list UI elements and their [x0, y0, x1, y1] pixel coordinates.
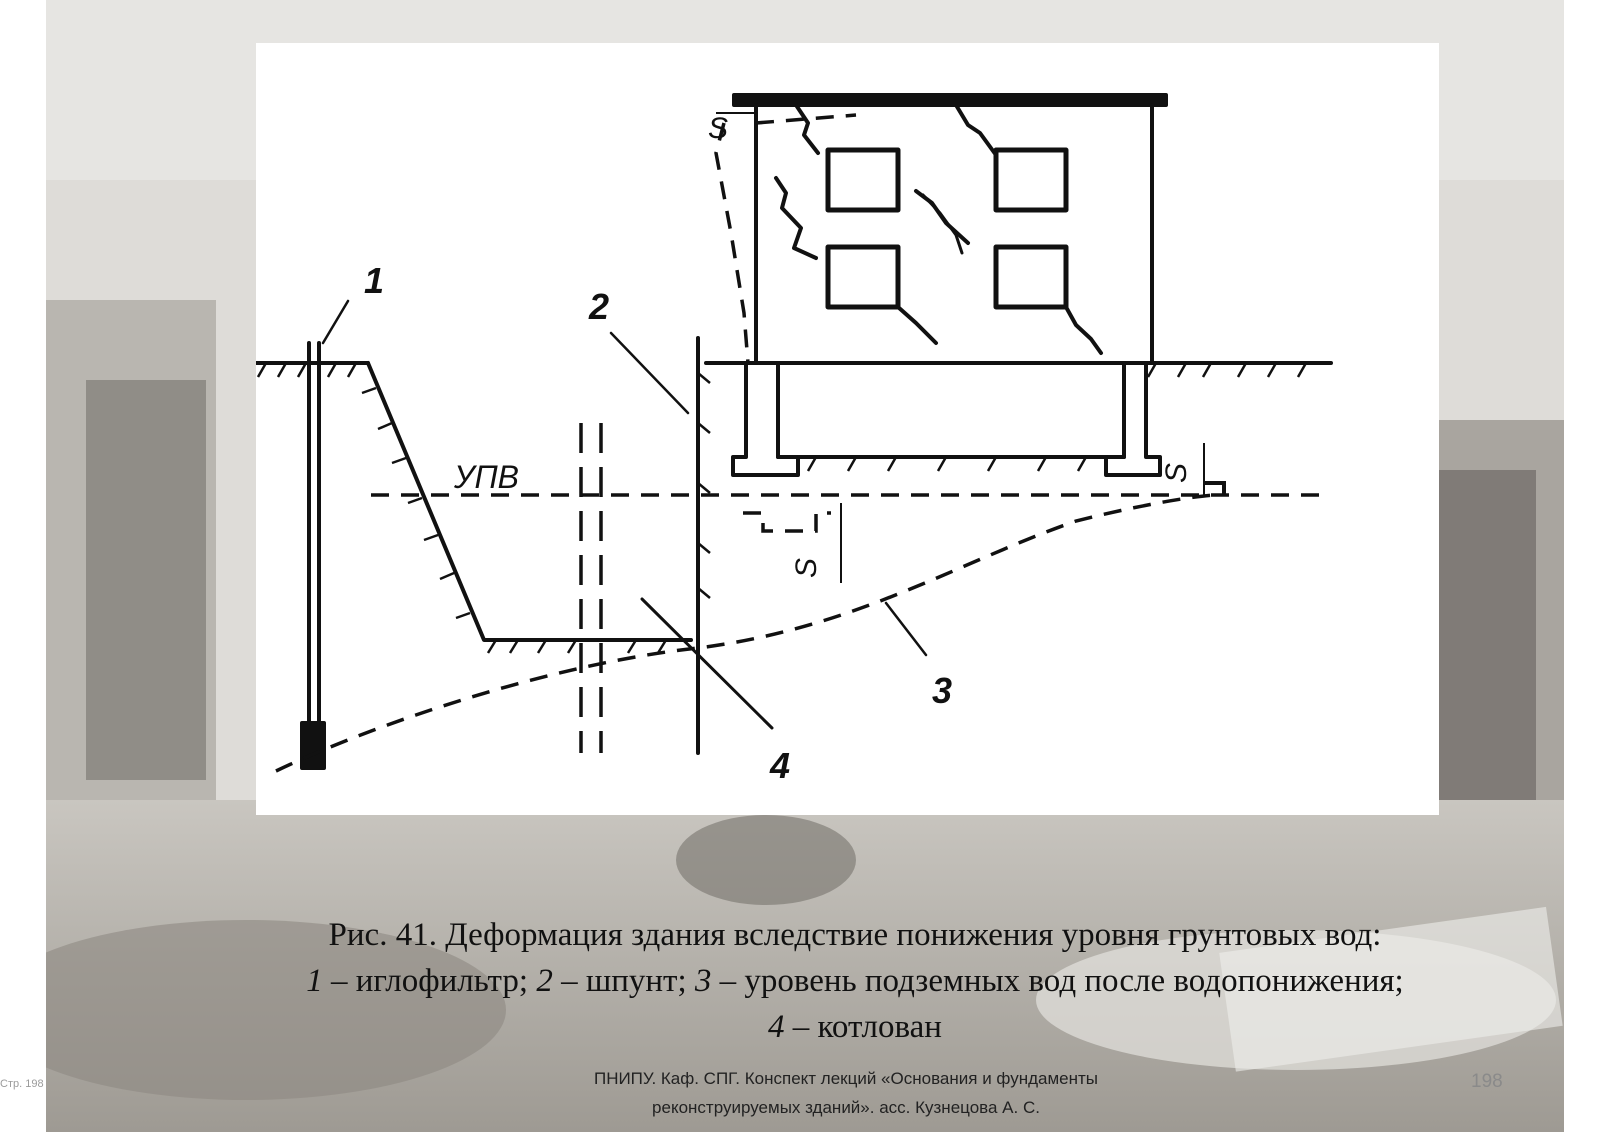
building-roof: [734, 95, 1166, 105]
figure-panel: [256, 43, 1439, 815]
window: [828, 247, 898, 307]
caption-text-3: – уровень подземных вод после водопонижения;: [711, 963, 1404, 999]
settlement-marker: [1204, 483, 1224, 495]
caption-line-1: Рис. 41. Деформация здания вследствие понижения уровня грунтовых вод:: [328, 917, 1382, 953]
label-3: 3: [932, 670, 953, 711]
figure-caption: [146, 912, 1564, 1050]
label-s-ground: S: [1160, 462, 1193, 483]
crack: [956, 105, 996, 155]
window: [996, 247, 1066, 307]
crack: [1066, 307, 1101, 353]
caption-text-4: – котлован: [784, 1009, 942, 1045]
label-s-roof: S: [708, 112, 729, 145]
deformation-diagram: [256, 43, 1439, 815]
window: [996, 150, 1066, 210]
slide-footer: [486, 1064, 1206, 1122]
caption-num-4: 4: [768, 1009, 785, 1045]
needle-filter: [309, 343, 319, 768]
label-s-foundation: S: [790, 557, 823, 578]
label-4: 4: [770, 745, 791, 786]
window: [828, 150, 898, 210]
caption-text-1: – иглофильтр;: [322, 963, 537, 999]
footer-line-1: ПНИПУ. Каф. СПГ. Конспект лекций «Основания и фундаменты: [593, 1069, 1099, 1088]
label-upv: УПВ: [454, 459, 519, 495]
page-reference: Стр. 198: [0, 1078, 44, 1090]
hatch-ground-right: [1148, 363, 1306, 377]
pointer-3: [886, 603, 926, 655]
caption-num-2: 2: [536, 963, 553, 999]
settled-footing-outline: [743, 513, 831, 531]
needle-filter-tip: [302, 723, 324, 768]
deformed-wall-outline: [716, 123, 748, 363]
groundwater-level-lowered: [276, 495, 1216, 771]
caption-line-2: [146, 958, 1564, 1004]
caption-num-3: 3: [694, 963, 712, 999]
hatch-slope: [362, 388, 470, 618]
footer-line-2: реконструируемых зданий». асс. Кузнецова А. С.: [652, 1098, 1040, 1117]
label-2: 2: [589, 286, 610, 327]
crack: [923, 195, 962, 253]
slide-number: 198: [1471, 1071, 1503, 1092]
crack: [898, 307, 936, 343]
pointer-1: [323, 301, 348, 343]
caption-num-1: 1: [306, 963, 323, 999]
slide: [46, 0, 1564, 1132]
excavation-outline: [368, 363, 598, 640]
hatch-foundation: [808, 457, 1086, 471]
pointer-4: [642, 599, 772, 728]
label-1: 1: [364, 260, 385, 301]
crack: [796, 105, 818, 153]
pointer-2: [611, 333, 688, 413]
caption-line-3: [146, 1004, 1564, 1050]
crack: [776, 178, 816, 258]
caption-text-2: – шпунт;: [552, 963, 695, 999]
